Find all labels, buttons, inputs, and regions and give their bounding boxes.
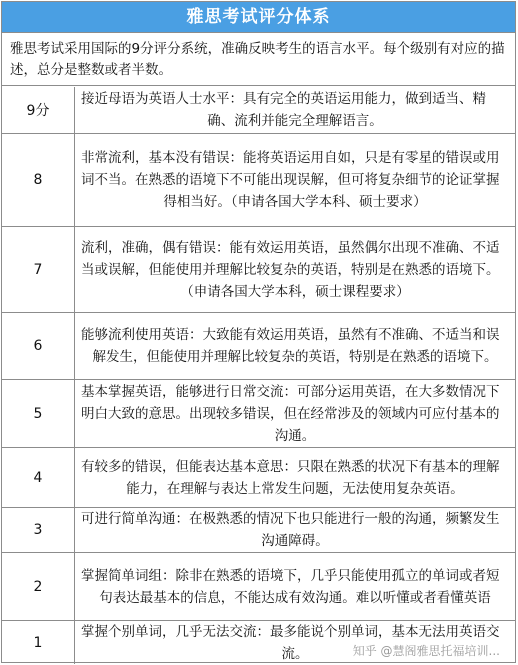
score-cell: 3 xyxy=(2,508,75,552)
table-row xyxy=(2,553,515,621)
description-text: 掌握简单词组：除非在熟悉的语境下，几乎只能使用孤立的单词或者短句表达最基本的信息，不能达成有效沟通。难以听懂或者看懂英语 xyxy=(81,567,500,606)
table-row xyxy=(2,313,515,380)
watermark: 知乎 @慧阁雅思托福培训... xyxy=(352,644,500,658)
description-text: 接近母语为英语人士水平：具有完全的英语运用能力，做到适当、精确、流利并能完全理解语言。 xyxy=(81,91,486,129)
table-row xyxy=(2,621,515,664)
table-row xyxy=(2,508,515,553)
description-cell xyxy=(75,508,515,552)
table-row xyxy=(2,87,515,134)
description-text: 掌握个别单词，几乎无法交流：最多能说个别单词，基本无法用英语交流。 xyxy=(81,623,500,662)
table-title: 雅思考试评分体系 xyxy=(2,2,515,33)
score-cell: 2 xyxy=(2,553,75,620)
description-text: 可进行简单沟通：在极熟悉的情况下也只能进行一般的沟通，频繁发生沟通障碍。 xyxy=(81,511,500,549)
score-cell: 9分 xyxy=(2,87,75,133)
intro-text: 雅思考试采用国际的9分评分系统，准确反映考生的语言水平。每个级别有对应的描述，总分是整数或者半数。 xyxy=(2,33,515,86)
description-cell xyxy=(75,87,515,133)
table-row xyxy=(2,134,515,227)
description-cell xyxy=(75,134,515,226)
description-text: 能够流利使用英语：大致能有效运用英语，虽然有不准确、不适当和误解发生，但能使用并理解比较复杂的英语，特别是在熟悉的语境下。 xyxy=(81,327,500,365)
score-cell: 7 xyxy=(2,227,75,312)
score-cell: 4 xyxy=(2,448,75,507)
table-row xyxy=(2,448,515,508)
description-text: 有较多的错误，但能表达基本意思：只限在熟悉的状况下有基本的理解能力，在理解与表达上常发生问题，无法使用复杂英语。 xyxy=(81,458,500,497)
description-text: 非常流利，基本没有错误：能将英语运用自如，只是有零星的错误或用词不当。在熟悉的语境下不可能出现误解，但可将复杂细节的论证掌握得相当好。（申请各国大学本科、硕士要求） xyxy=(81,150,500,210)
description-text: 基本掌握英语，能够进行日常交流：可部分运用英语，在大多数情况下明白大致的意思。出现较多错误，但在经常涉及的领域内可应付基本的沟通。 xyxy=(81,383,500,444)
score-cell: 6 xyxy=(2,313,75,379)
description-cell xyxy=(75,553,515,620)
description-text: 流利，准确，偶有错误：能有效运用英语，虽然偶尔出现不准确、不适当或误解，但能使用并理解比较复杂的英语，特别是在熟悉的语境下。（申请各国大学本科，硕士课程要求） xyxy=(81,239,500,300)
description-cell xyxy=(75,621,515,664)
description-cell xyxy=(75,448,515,507)
description-cell xyxy=(75,227,515,312)
table-row xyxy=(2,380,515,448)
description-cell xyxy=(75,380,515,447)
description-cell xyxy=(75,313,515,379)
score-cell: 8 xyxy=(2,134,75,226)
score-cell: 1 xyxy=(2,621,75,664)
table-row xyxy=(2,227,515,313)
score-cell: 5 xyxy=(2,380,75,447)
rating-table xyxy=(1,1,516,663)
